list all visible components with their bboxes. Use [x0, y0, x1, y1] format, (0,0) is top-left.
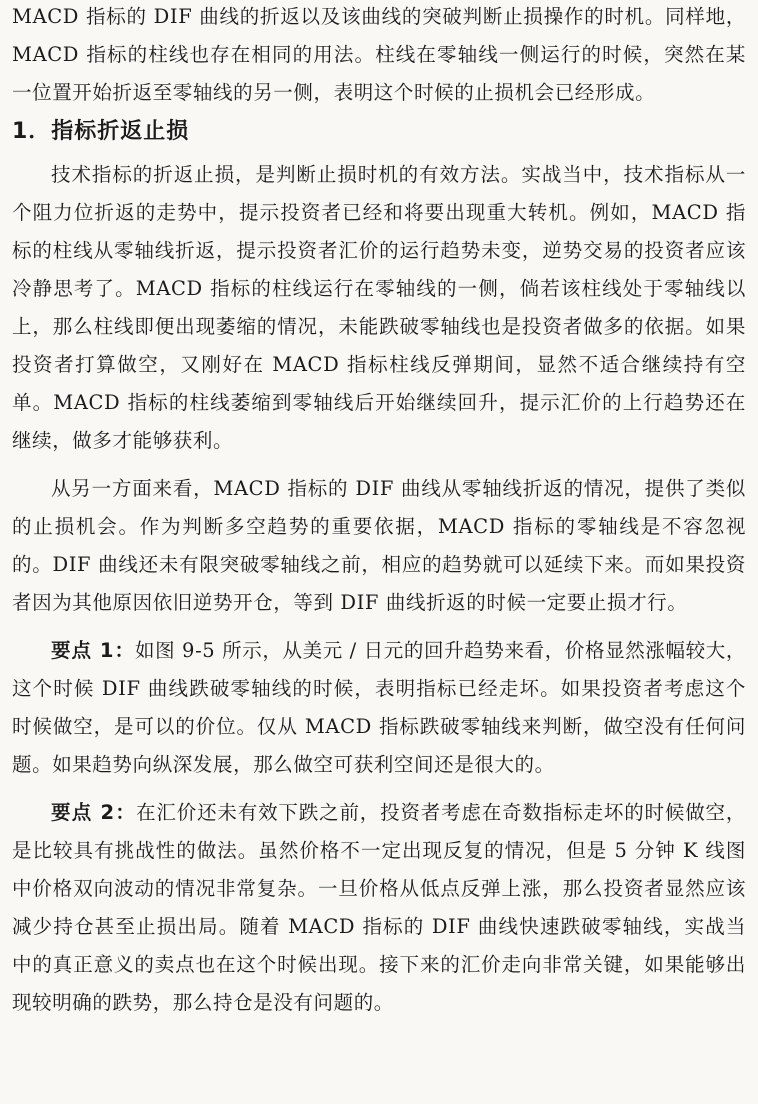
paragraph-indicator-reversal: 技术指标的折返止损，是判断止损时机的有效方法。实战当中，技术指标从一个阻力位折返的走势中，提示投资者已经和将要出现重大转机。例如，MACD 指标的柱线从零轴线折返，提示投资者汇价的运行趋势未变，逆势交易的投资者应该冷静思考了。MACD 指标的柱线运行在零轴线的一侧，倘若该柱线处于零轴线以上，那么柱线即便出现萎缩的情况，未能跌破零轴线也是投资者做多的依据。如果投资者打算做空，又刚好在 MACD 指标柱线反弹期间，显然不适合继续持有空单。MACD 指标的柱线萎缩到零轴线后开始继续回升，提示汇价的上行趋势还在继续，做多才能够获利。	[12, 163, 746, 452]
paragraph-intro: MACD 指标的 DIF 曲线的折返以及该曲线的突破判断止损操作的时机。同样地，MACD 指标的柱线也存在相同的用法。柱线在零轴线一侧运行的时候，突然在某一位置开始折返至零轴线的另一侧，表明这个时候的止损机会已经形成。	[12, 5, 746, 104]
key-point-1-label: 要点 1：	[51, 639, 135, 662]
key-point-2-label: 要点 2：	[51, 801, 137, 824]
key-point-2-text: 在汇价还未有效下跌之前，投资者考虑在奇数指标走坏的时候做空，是比较具有挑战性的做法。虽然价格不一定出现反复的情况，但是 5 分钟 K 线图中价格双向波动的情况非常复杂。一旦价格从低点反弹上涨，那么投资者显然应该减少持仓甚至止损出局。随着 MACD 指标的 DIF 曲线快速跌破零轴线，实战当中的真正意义的卖点也在这个时候出现。接下来的汇价走向非常关键，如果能够出现较明确的跌势，那么持仓是没有问题的。	[12, 801, 746, 1014]
paragraph-gap	[12, 622, 746, 632]
section-heading: 1．指标折返止损	[12, 119, 190, 144]
paragraph-gap	[12, 784, 746, 794]
key-point-2	[12, 794, 746, 1022]
key-point-1	[12, 632, 746, 784]
paragraph-dif-curve: 从另一方面来看，MACD 指标的 DIF 曲线从零轴线折返的情况，提供了类似的止损机会。作为判断多空趋势的重要依据，MACD 指标的零轴线是不容忽视的。DIF 曲线还未有限突破零轴线之前，相应的趋势就可以延续下来。而如果投资者因为其他原因依旧逆势开仓，等到 DIF 曲线折返的时候一定要止损才行。	[12, 477, 746, 614]
key-point-1-text: 如图 9-5 所示，从美元 / 日元的回升趋势来看，价格显然涨幅较大，这个时候 DIF 曲线跌破零轴线的时候，表明指标已经走坏。如果投资者考虑这个时候做空，是可以的价位。仅从 MACD 指标跌破零轴线来判断，做空没有任何问题。如果趋势向纵深发展，那么做空可获利空间还是很大的。	[12, 639, 746, 776]
paragraph-gap	[12, 460, 746, 470]
